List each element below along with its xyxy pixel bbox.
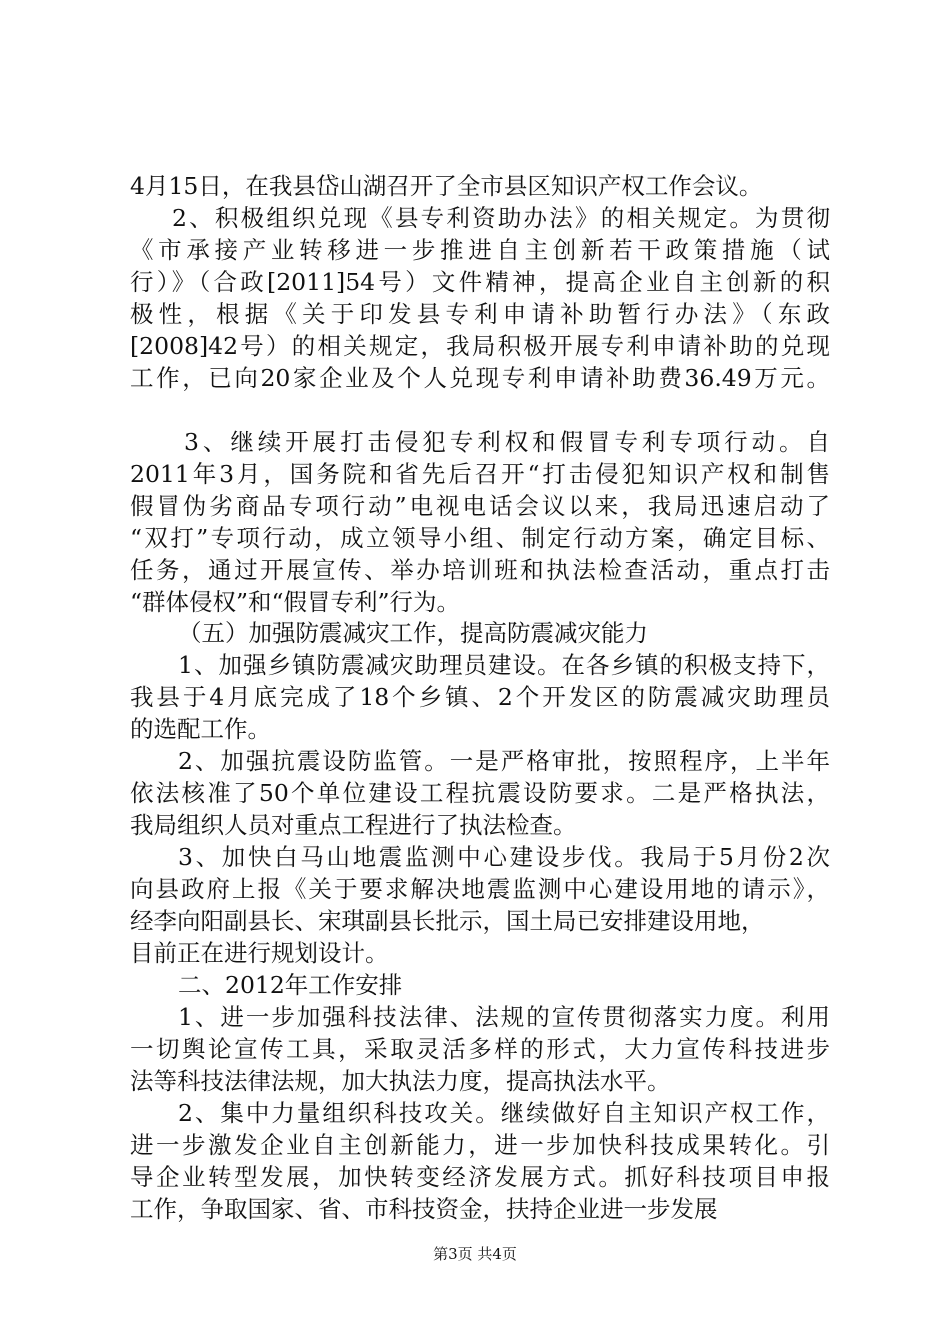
body-text-line: 导企业转型发展，加快转变经济发展方式。抓好科技项目申报	[130, 1163, 830, 1191]
paragraph-first-line: 1、加强乡镇防震减灾助理员建设。在各乡镇的积极支持下，	[178, 651, 830, 679]
body-text-line: 工作，已向20家企业及个人兑现专利申请补助费36.49万元。	[130, 364, 830, 392]
body-text-line: “双打”专项行动，成立领导小组、制定行动方案，确定目标、	[130, 524, 830, 552]
body-text-line: 2011年3月，国务院和省先后召开“打击侵犯知识产权和制售	[130, 460, 830, 488]
body-text-line: 《市承接产业转移进一步推进自主创新若干政策措施（试	[130, 236, 830, 264]
body-text-line: 工作，争取国家、省、市科技资金，扶持企业进一步发展	[130, 1195, 718, 1223]
body-text-line: 一切舆论宣传工具，采取灵活多样的形式，大力宣传科技进步	[130, 1035, 830, 1063]
body-text-line: 目前正在进行规划设计。	[130, 939, 389, 967]
paragraph-first-line: 2、加强抗震设防监管。一是严格审批，按照程序，上半年	[178, 747, 830, 775]
body-text-line: 4月15日，在我县岱山湖召开了全市县区知识产权工作会议。	[130, 172, 763, 200]
body-text-line: 行）》（合政[2011]54号）文件精神，提高企业自主创新的积	[130, 268, 830, 296]
body-text-line: 法等科技法律法规，加大执法力度，提高执法水平。	[130, 1067, 671, 1095]
section-heading: 二、2012年工作安排	[178, 971, 403, 999]
body-text-line: 向县政府上报《关于要求解决地震监测中心建设用地的请示》，	[130, 875, 830, 903]
section-heading: （五）加强防震减灾工作，提高防震减灾能力	[178, 619, 648, 647]
body-text-line: 任务，通过开展宣传、举办培训班和执法检查活动，重点打击	[130, 556, 830, 584]
body-text-line: 我县于4月底完成了18个乡镇、2个开发区的防震减灾助理员	[130, 683, 830, 711]
paragraph-first-line: 1、进一步加强科技法律、法规的宣传贯彻落实力度。利用	[178, 1003, 830, 1031]
body-text-line: [2008]42号）的相关规定，我局积极开展专利申请补助的兑现	[130, 332, 830, 360]
body-text-line: 极性，根据《关于印发县专利申请补助暂行办法》（东政	[130, 300, 830, 328]
body-text-line: “群体侵权”和“假冒专利”行为。	[130, 588, 461, 616]
paragraph-first-line: 2、集中力量组织科技攻关。继续做好自主知识产权工作，	[178, 1099, 830, 1127]
paragraph-first-line: 2、积极组织兑现《县专利资助办法》的相关规定。为贯彻	[172, 204, 830, 232]
paragraph-first-line: 3、加快白马山地震监测中心建设步伐。我局于5月份2次	[178, 843, 830, 871]
body-text-line: 经李向阳副县长、宋琪副县长批示，国土局已安排建设用地，	[130, 907, 765, 935]
body-text-line: 假冒伪劣商品专项行动”电视电话会议以来，我局迅速启动了	[130, 492, 830, 520]
body-text-line: 依法核准了50个单位建设工程抗震设防要求。二是严格执法，	[130, 779, 830, 807]
page-number-footer: 第3页 共4页	[433, 1245, 517, 1263]
paragraph-first-line: 3、继续开展打击侵犯专利权和假冒专利专项行动。自	[184, 428, 830, 456]
body-text-line: 的选配工作。	[130, 715, 271, 743]
body-text-line: 进一步激发企业自主创新能力，进一步加快科技成果转化。引	[130, 1131, 830, 1159]
body-text-line: 我局组织人员对重点工程进行了执法检查。	[130, 811, 577, 839]
